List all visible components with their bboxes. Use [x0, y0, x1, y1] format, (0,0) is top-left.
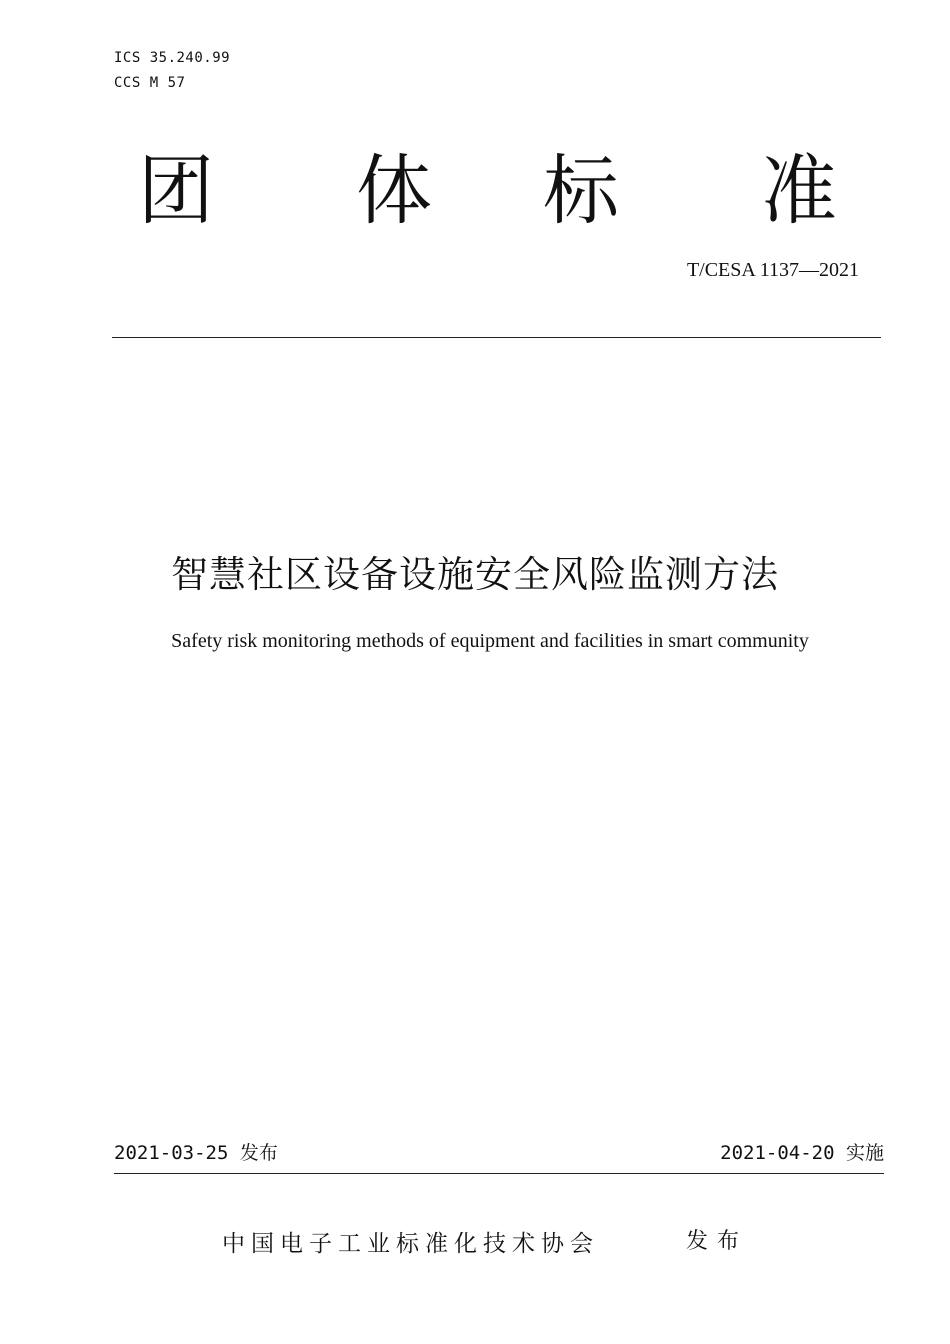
publish-date: 2021-03-25 发布 [114, 1142, 278, 1164]
ccs-code: CCS M 57 [114, 75, 186, 91]
ics-code: ICS 35.240.99 [114, 50, 231, 66]
doc-type-char-2: 体 [356, 146, 432, 235]
title-english: Safety risk monitoring methods of equipment and facilities in smart community [171, 630, 809, 652]
title-chinese: 智慧社区设备设施安全风险监测方法 [171, 553, 779, 596]
bottom-divider [114, 1173, 884, 1174]
doc-type-char-3: 标 [543, 146, 619, 235]
issuer-name: 中国电子工业标准化技术协会 [222, 1231, 599, 1257]
doc-type-char-1: 团 [138, 146, 214, 235]
issued-label: 发布 [686, 1229, 749, 1254]
standard-number: T/CESA 1137—2021 [686, 259, 859, 281]
top-divider [112, 337, 881, 338]
implement-date: 2021-04-20 实施 [720, 1142, 884, 1164]
doc-type-char-4: 准 [761, 146, 837, 235]
